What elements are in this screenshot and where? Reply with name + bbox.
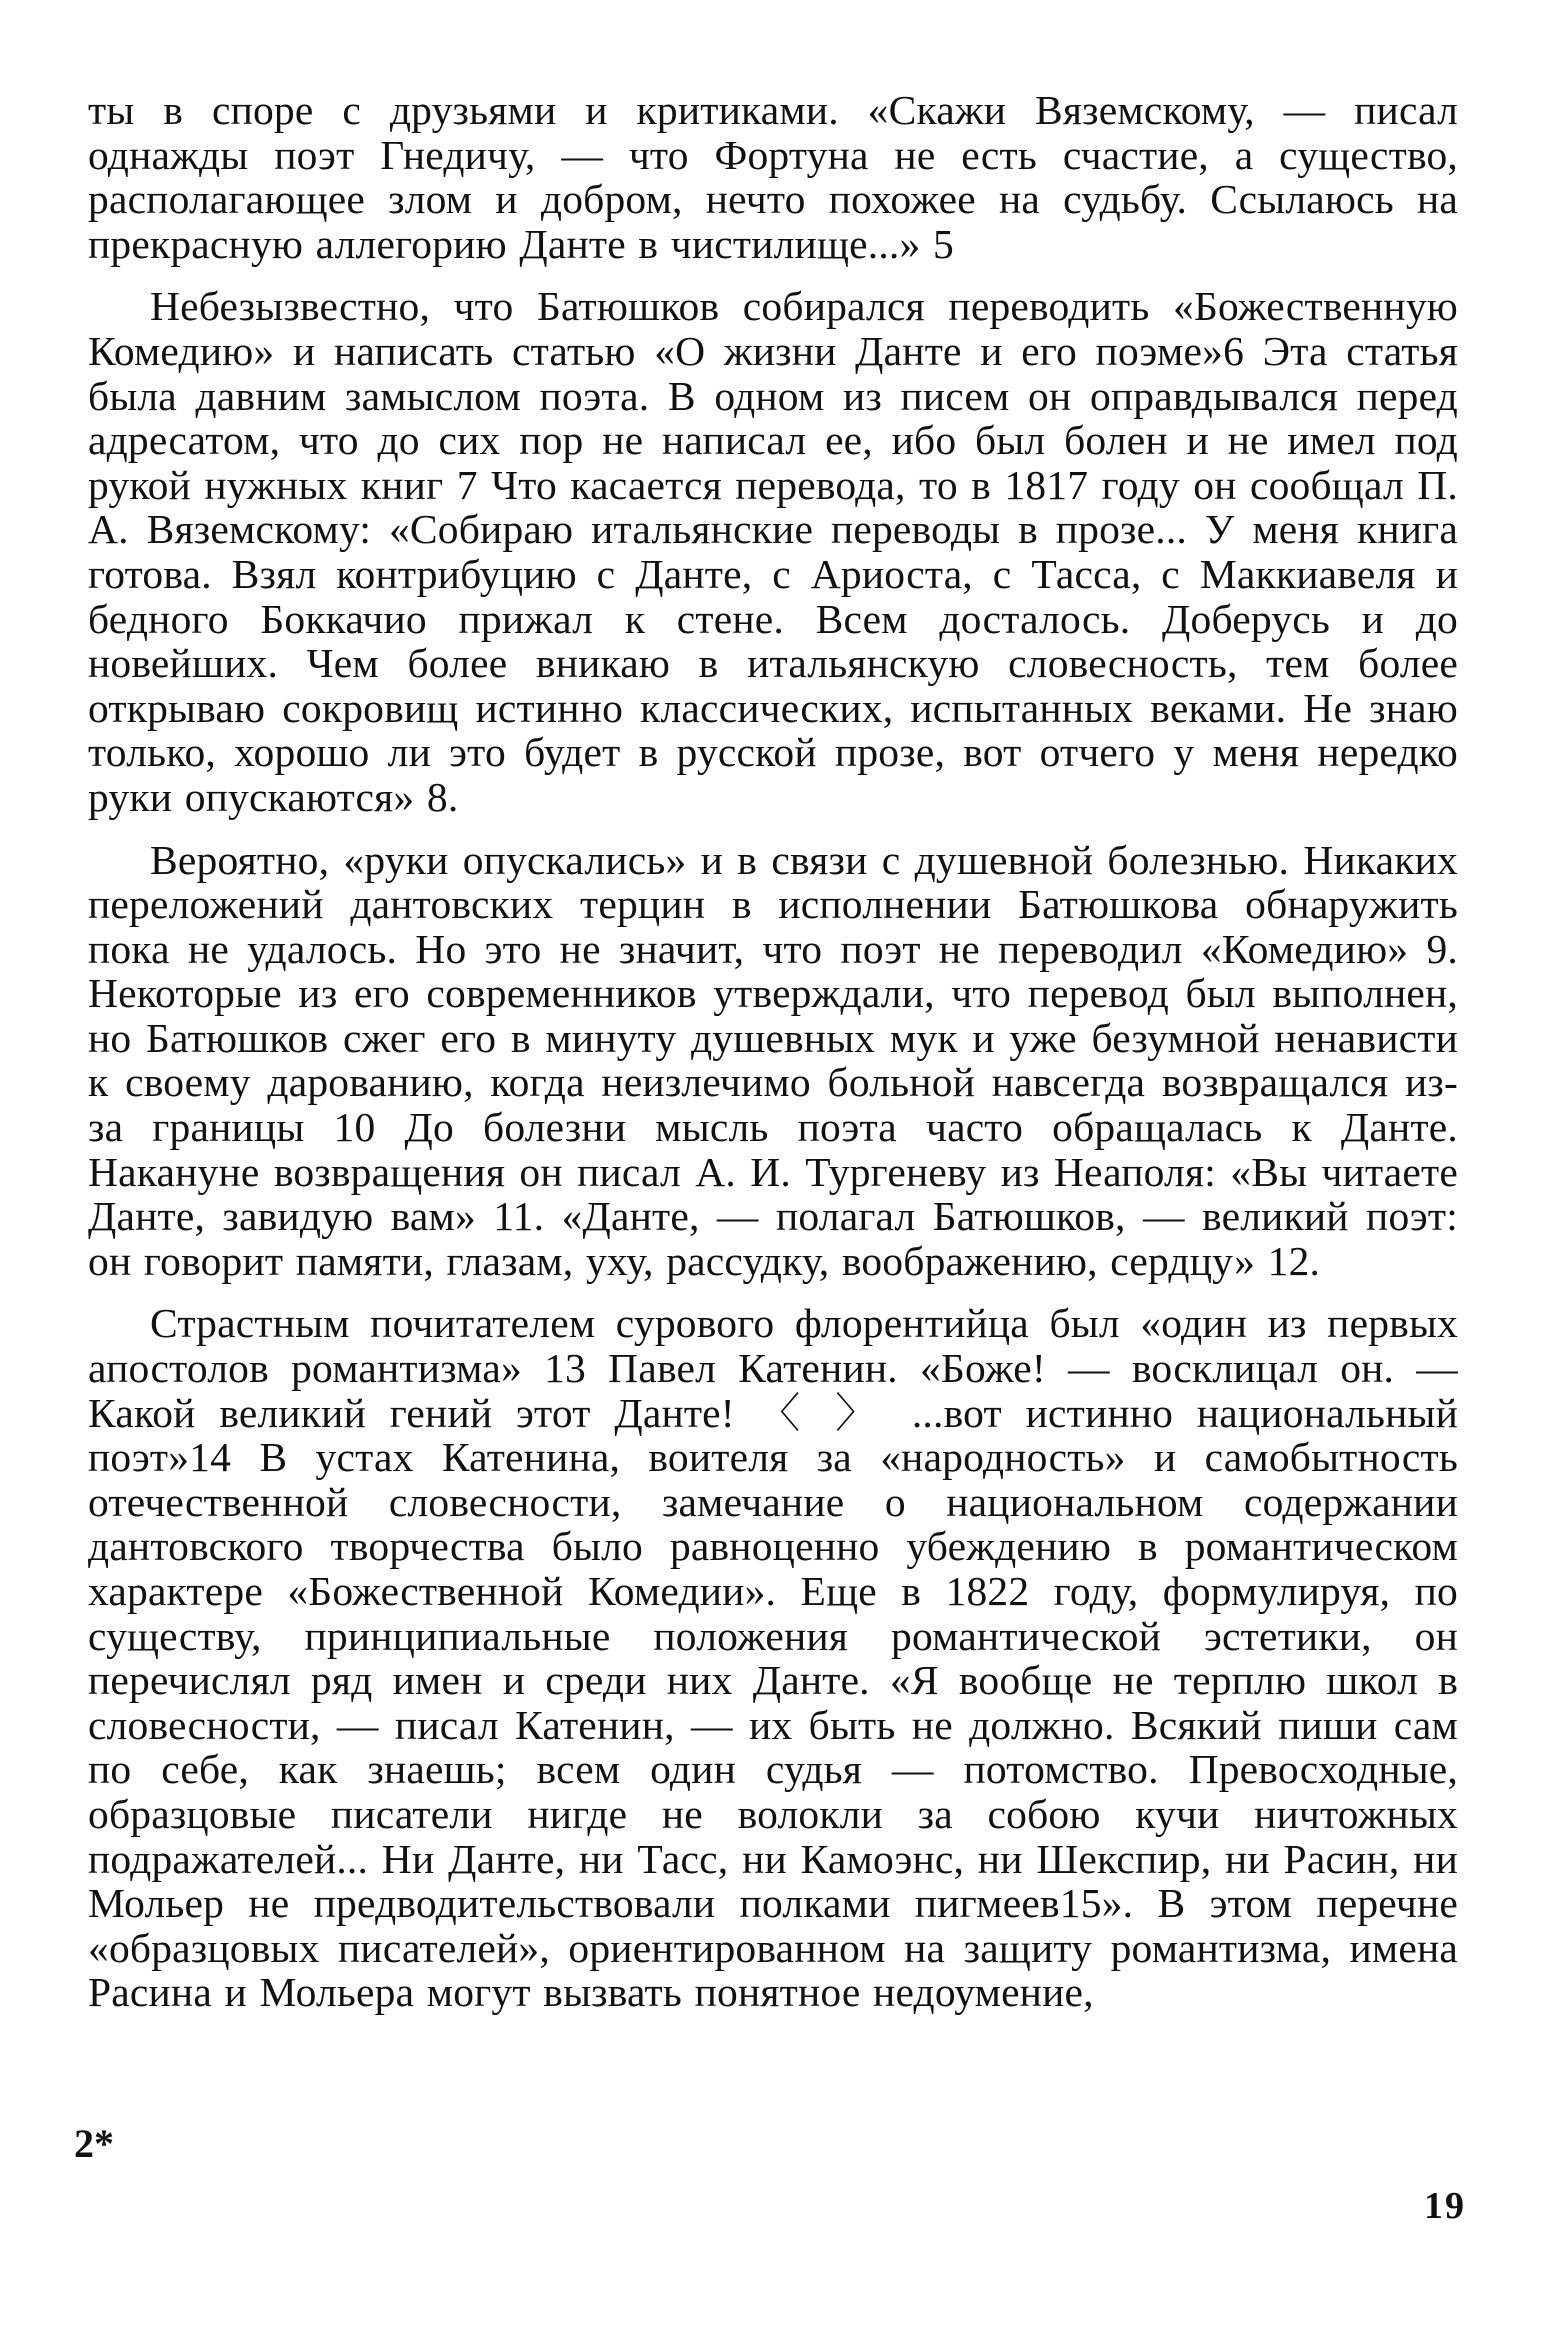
signature-mark: 2*: [74, 2121, 114, 2166]
paragraph-2: Небезызвестно, что Батюшков собирался переводить «Божественную Комедию» и написать статью «О жизни Данте и его поэме»6 Эта статья была давним замыслом поэта. В одном из писем он оправдывался перед адресатом, что до сих пор не написал ее, ибо был болен и не имел под рукой нужных книг 7 Что касается перевода, то в 1817 году он сообщал П. А. Вяземскому: «Собираю итальянские переводы в прозе... У меня книга готова. Взял контрибуцию с Данте, с Ариоста, с Тасса, с Маккиавеля и бедного Боккачио прижал к стене. Всем досталось. Доберусь и до новейших. Чем более вникаю в итальянскую словесность, тем более открываю сокровищ истинно классических, испытанных веками. Не знаю только, хорошо ли это будет в русской прозе, вот отчего у меня нередко руки опускаются» 8.: [88, 283, 1458, 820]
paragraph-3: Вероятно, «руки опускались» и в связи с душевной болезнью. Никаких переложений дантовских терцин в исполнении Батюшкова обнаружить пока не удалось. Но это не значит, что поэт не переводил «Комедию» 9. Некоторые из его современников утверждали, что перевод был выполнен, но Батюшков сжег его в минуту душевных мук и уже безумной ненависти к своему дарованию, когда неизлечимо больной навсегда возвращался из-за границы 10 До болезни мысль поэта часто обращалась к Данте. Накануне возвращения он писал А. И. Тургеневу из Неаполя: «Вы читаете Данте, завидую вам» 11. «Данте, — полагал Батюшков, — великий поэт: он говорит памяти, глазам, уху, рассудку, воображению, сердцу» 12.: [88, 836, 1458, 1284]
page-number: 19: [1424, 2185, 1466, 2227]
paragraph-4: Страстным почитателем сурового флорентийца был «один из первых апостолов романтизма» 13 Павел Катенин. «Боже! — восклицал он. — Какой великий гений этот Данте! 〈 〉 ...вот истинно национальный поэт»14 В устах Катенина, воителя за «народность» и самобытность отечественной словесности, замечание о национальном содержании дантовского творчества было равноценно убеждению в романтическом характере «Божественной Комедии». Еще в 1822 году, формулируя, по существу, принципиальные положения романтической эстетики, он перечислял ряд имен и среди них Данте. «Я вообще не терплю школ в словесности, — писал Катенин, — их быть не должно. Всякий пиши сам по себе, как знаешь; всем один судья — потомство. Превосходные, образцовые писатели нигде не волокли за собою кучи ничтожных подражателей... Ни Данте, ни Тасс, ни Камоэнс, ни Шекспир, ни Расин, ни Мольер не предводительствовали полками пигмеев15». В этом перечне «образцовых писателей», ориентированном на защиту романтизма, имена Расина и Мольера могут вызвать понятное недоумение,: [88, 1300, 1458, 2016]
paragraph-1: ты в споре с друзьями и критиками. «Скажи Вяземскому, — писал однажды поэт Гнедичу, — что Фортуна не есть счастие, а существо, располагающее злом и добром, нечто похожее на судьбу. Ссылаюсь на прекрасную аллегорию Данте в чистилище...» 5: [88, 87, 1458, 267]
page-text-block: [88, 88, 1458, 2033]
